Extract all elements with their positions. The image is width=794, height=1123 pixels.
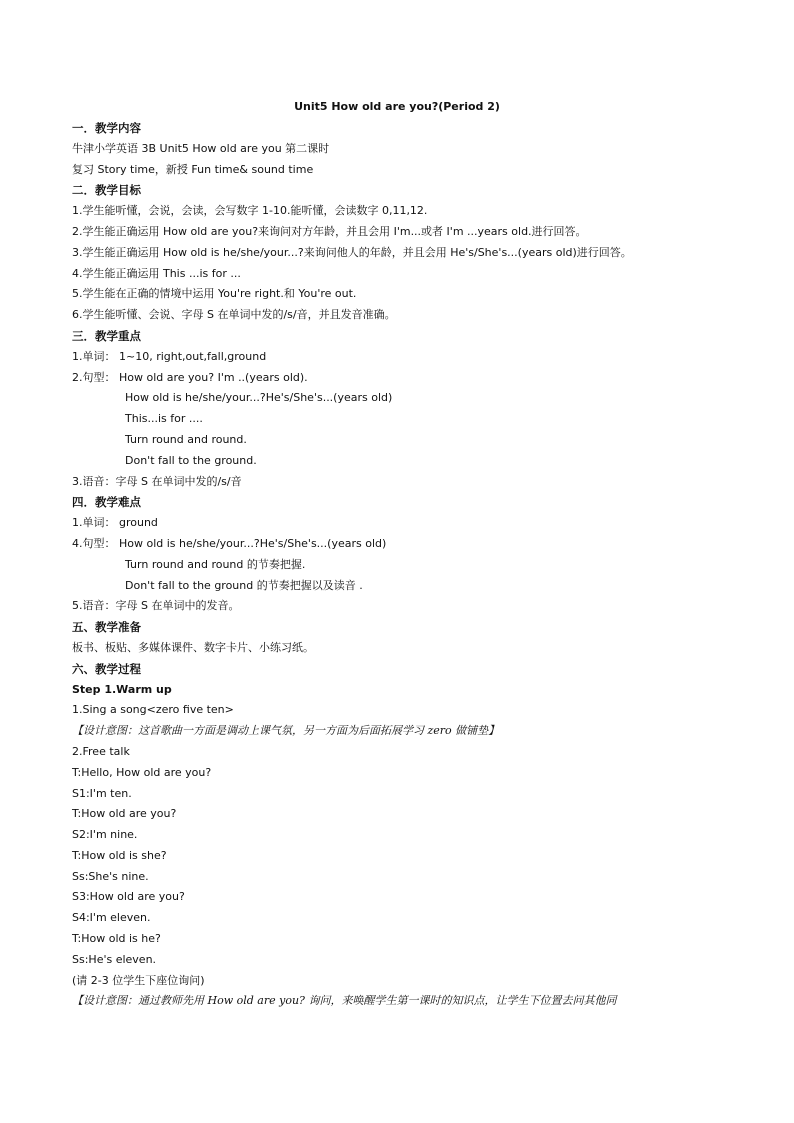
text-line: S4:I'm eleven. xyxy=(72,911,151,925)
text-line: (请 2-3 位学生下座位询问) xyxy=(72,973,205,987)
indented-line: This...is for .... xyxy=(125,412,203,426)
indented-line: How old is he/she/your...?He's/She's...(years old) xyxy=(125,391,393,405)
section-heading: 三．教学重点 xyxy=(72,328,141,343)
text-line: 1.单词： 1~10, right,out,fall,ground xyxy=(72,349,267,363)
text-line: 2.Free talk xyxy=(72,744,130,758)
text-line: 6.学生能听懂、会说、字母 S 在单词中发的/s/音，并且发音准确。 xyxy=(72,308,396,322)
design-intent-note: 【设计意图：通过教师先用 How old are you? 询问，来唤醒学生第一课时的知识点，让学生下位置去问其他同 xyxy=(72,994,617,1008)
indented-line: Turn round and round 的节奏把握. xyxy=(125,557,306,571)
indented-line: Don't fall to the ground. xyxy=(125,453,257,467)
text-line: 4.学生能正确运用 This ...is for ... xyxy=(72,266,241,280)
text-line: 3.语音：字母 S 在单词中发的/s/音 xyxy=(72,474,242,488)
text-line: S2:I'm nine. xyxy=(72,828,138,842)
text-line: T:How old is she? xyxy=(72,848,167,862)
section-heading: 一．教学内容 xyxy=(72,121,141,135)
text-line: 4.句型： How old is he/she/your...?He's/She's...(years old) xyxy=(72,536,387,550)
section-heading: 五、教学准备 xyxy=(72,620,141,635)
indented-line: Turn round and round. xyxy=(125,432,247,446)
text-line: 牛津小学英语 3B Unit5 How old are you 第二课时 xyxy=(72,141,330,155)
step-heading: Step 1.Warm up xyxy=(72,682,172,696)
text-line: 复习 Story time，新授 Fun time& sound time xyxy=(72,162,314,176)
text-line: S3:How old are you? xyxy=(72,890,185,904)
text-line: 1.单词： ground xyxy=(72,516,158,530)
text-line: T:Hello, How old are you? xyxy=(72,765,212,779)
text-line: 5.语音：字母 S 在单词中的发音。 xyxy=(72,599,240,613)
design-intent-note: 【设计意图：这首歌曲一方面是调动上课气氛，另一方面为后面拓展学习 zero 做铺垫】 xyxy=(72,724,500,738)
section-heading: 二．教学目标 xyxy=(72,183,141,198)
text-line: 2.句型： How old are you? I'm ..(years old). xyxy=(72,370,308,384)
text-line: 板书、板贴、多媒体课件、数字卡片、小练习纸。 xyxy=(72,640,314,654)
text-line: S1:I'm ten. xyxy=(72,786,132,800)
text-line: 1.Sing a song<zero five ten> xyxy=(72,703,234,717)
text-line: Ss:She's nine. xyxy=(72,869,149,883)
text-line: 3.学生能正确运用 How old is he/she/your...?来询问他人的年龄，并且会用 He's/She's...(years old)进行回答。 xyxy=(72,245,632,259)
section-heading: 四．教学难点 xyxy=(72,495,141,510)
text-line: 2.学生能正确运用 How old are you?来询问对方年龄，并且会用 I'm...或者 I'm ...years old.进行回答。 xyxy=(72,224,587,238)
indented-line: Don't fall to the ground 的节奏把握以及读音 . xyxy=(125,578,363,592)
text-line: 1.学生能听懂，会说，会读，会写数字 1-10.能听懂，会读数字 0,11,12. xyxy=(72,204,428,218)
section-heading: 六、教学过程 xyxy=(72,661,141,676)
text-line: T:How old are you? xyxy=(72,807,177,821)
document-title: Unit5 How old are you?(Period 2) xyxy=(294,100,500,113)
text-line: 5.学生能在正确的情境中运用 You're right.和 You're out. xyxy=(72,287,357,301)
text-line: Ss:He's eleven. xyxy=(72,952,157,966)
text-line: T:How old is he? xyxy=(72,932,161,946)
document-body xyxy=(72,118,732,1012)
